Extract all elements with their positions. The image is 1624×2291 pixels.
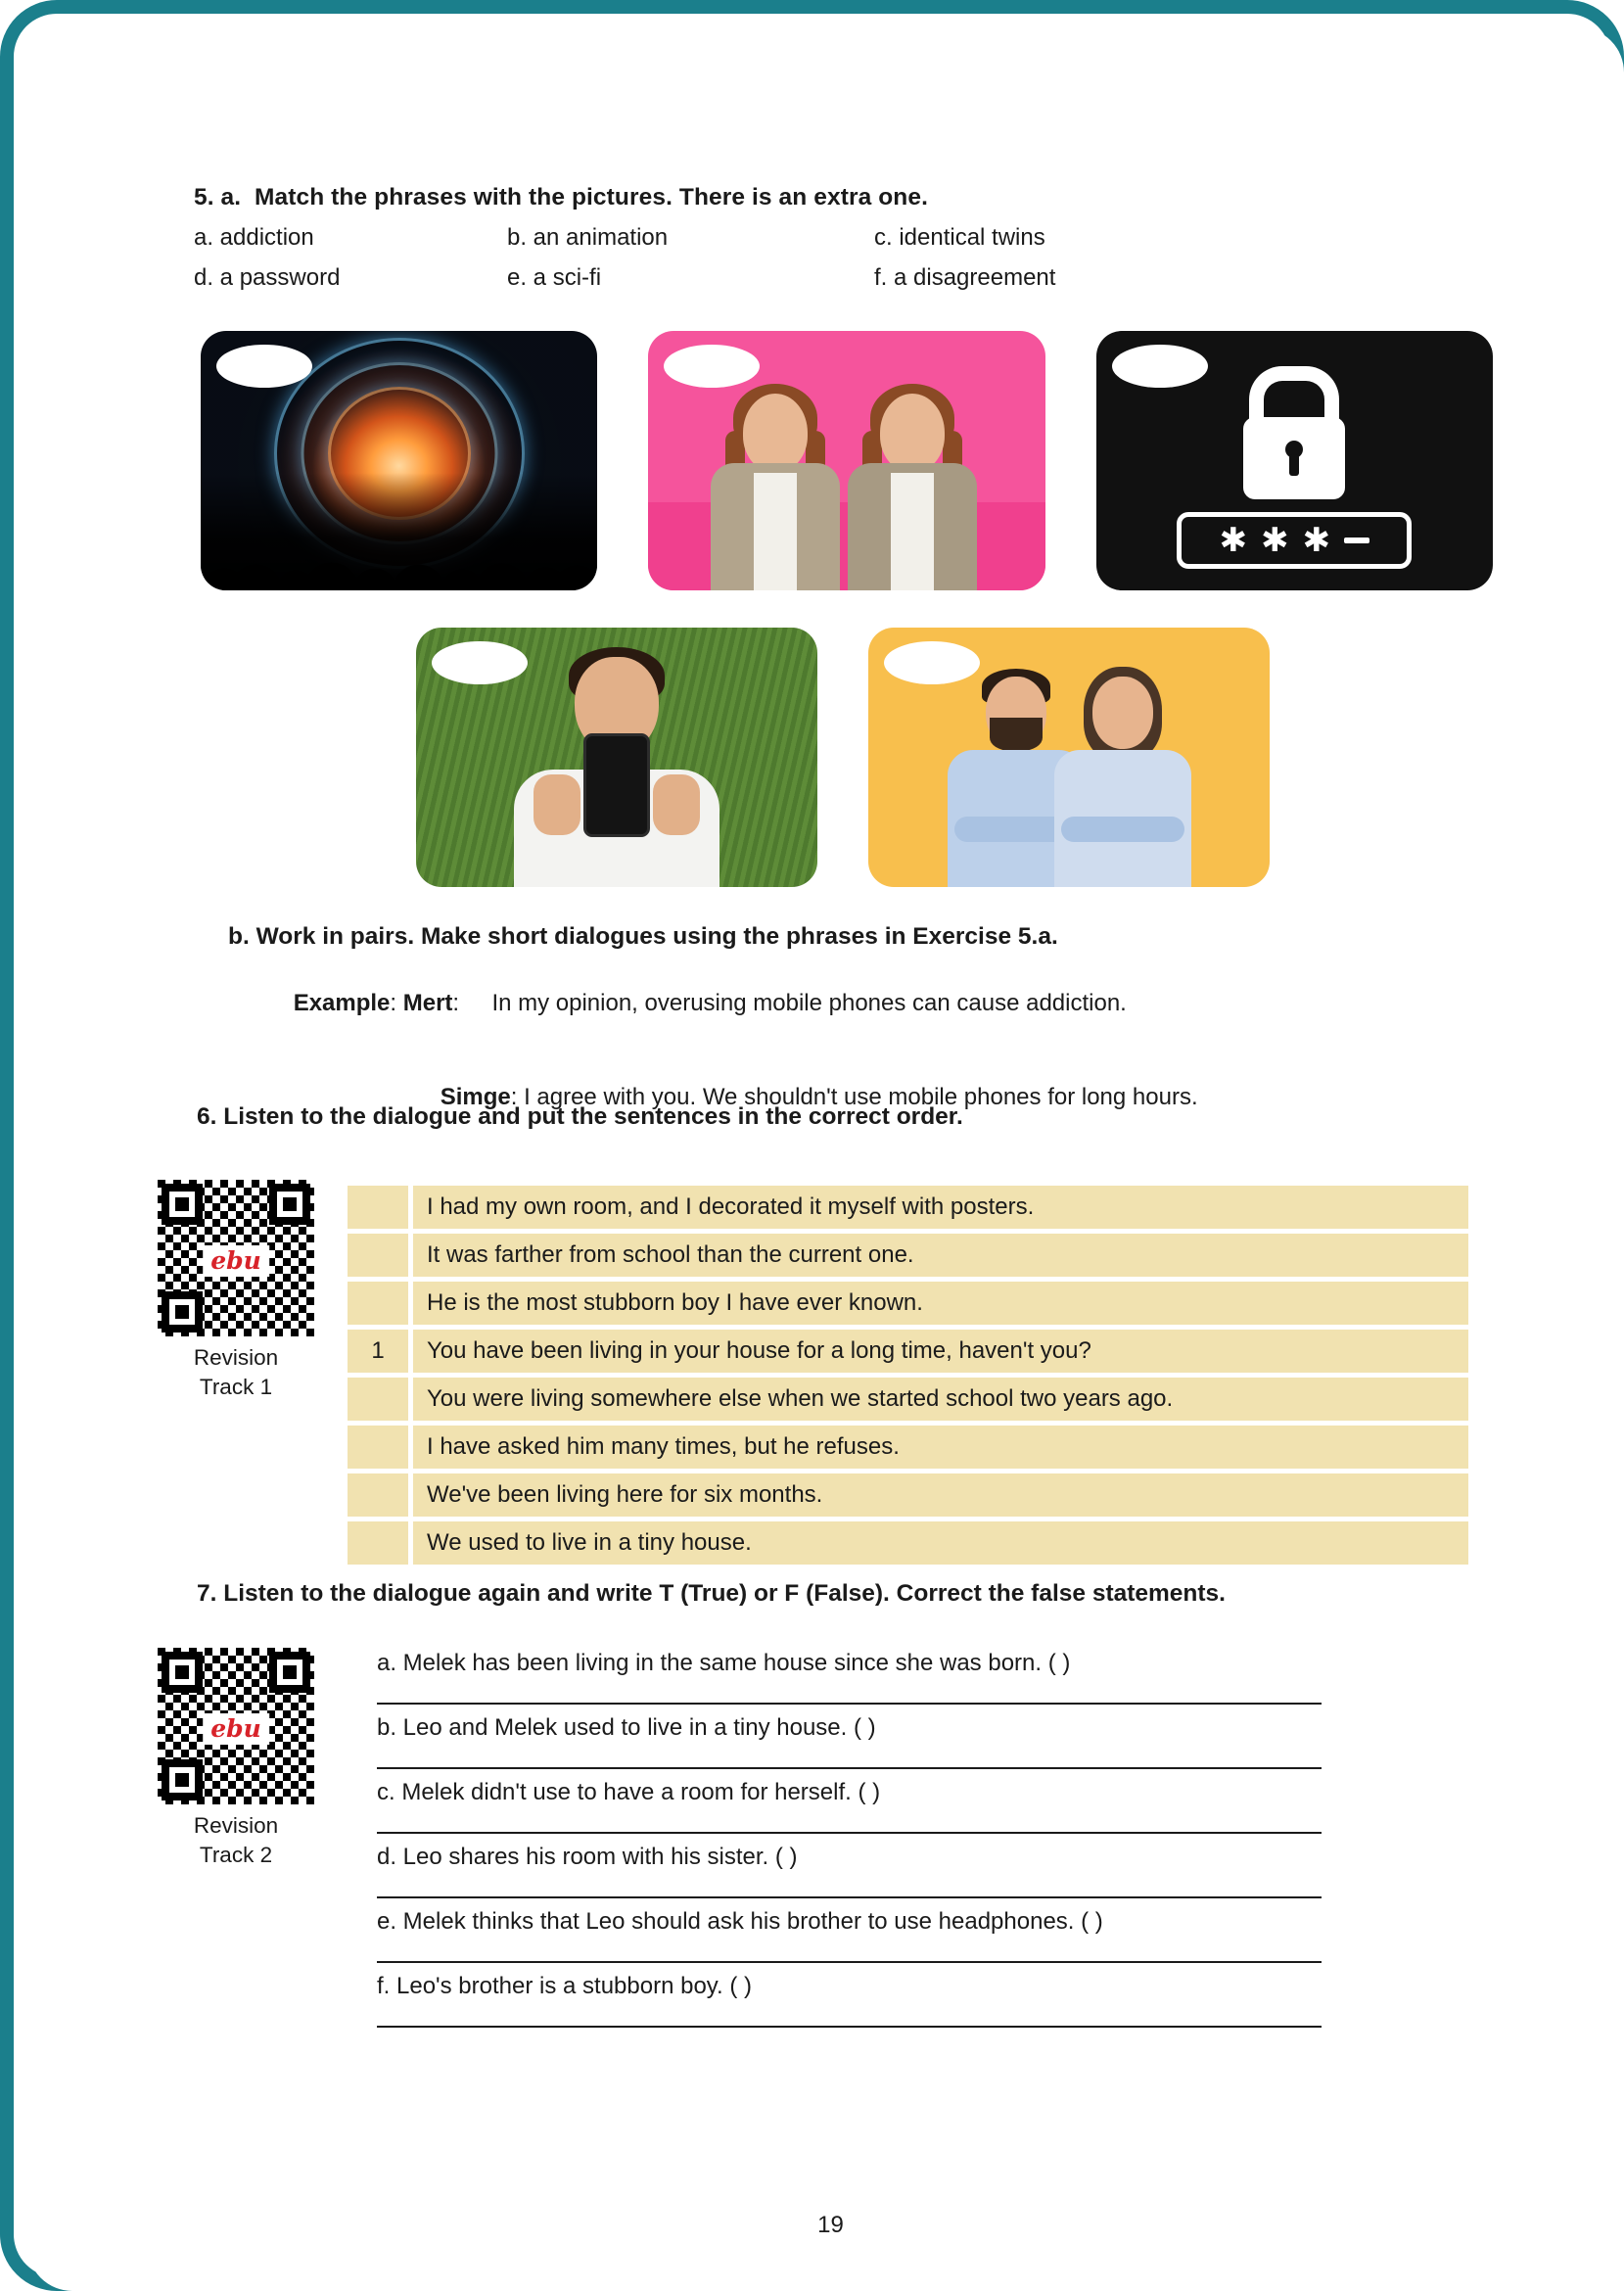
exercise-7-title: 7. Listen to the dialogue again and write T (True) or F (False). Correct the false statements.	[197, 1580, 1226, 1607]
tf-item	[377, 1648, 1473, 1705]
answer-bubble[interactable]	[432, 641, 528, 684]
picture-row-top	[201, 331, 1493, 590]
option-d: d. a password	[194, 264, 341, 291]
smartphone-icon	[583, 733, 650, 837]
order-sentence: He is the most stubborn boy I have ever known.	[413, 1282, 1468, 1325]
exercise-5-options-row-2	[194, 264, 1506, 292]
qr-finder-top-left	[162, 1184, 203, 1225]
qr-finder-bottom-left	[162, 1759, 203, 1800]
picture-sci-fi-portal[interactable]	[201, 331, 597, 590]
answer-line[interactable]	[377, 1687, 1322, 1705]
crossed-arms	[1061, 817, 1184, 842]
twin-left	[702, 380, 849, 590]
beard	[990, 718, 1043, 751]
option-e: e. a sci-fi	[507, 264, 602, 291]
dialogue-text-1: In my opinion, overusing mobile phones can cause addiction.	[491, 990, 1127, 1016]
example-label: Example	[293, 990, 391, 1016]
tf-item	[377, 1712, 1473, 1769]
shirt	[891, 473, 934, 590]
qr-code-icon[interactable]	[158, 1180, 314, 1336]
qr-caption-line-2: Track 2	[199, 1843, 273, 1867]
order-row	[348, 1521, 1468, 1565]
qr-finder-bottom-left	[162, 1291, 203, 1333]
answer-bubble[interactable]	[884, 641, 980, 684]
order-sentence: We used to live in a tiny house.	[413, 1521, 1468, 1565]
order-row	[348, 1186, 1468, 1229]
face	[1092, 677, 1153, 749]
order-sentence: We've been living here for six months.	[413, 1473, 1468, 1517]
password-field-icon	[1177, 512, 1412, 569]
ebu-logo: ebu	[203, 1245, 269, 1277]
order-row	[348, 1234, 1468, 1277]
twin-right	[839, 380, 986, 590]
picture-disagreement[interactable]	[868, 628, 1270, 887]
answer-line[interactable]	[377, 1816, 1322, 1834]
ebu-logo: ebu	[203, 1713, 269, 1745]
page-number: 19	[817, 2212, 844, 2238]
order-row	[348, 1378, 1468, 1421]
picture-identical-twins[interactable]	[648, 331, 1044, 590]
qr-code-block-track-1[interactable]	[148, 1180, 324, 1402]
asterisk-icon: ✱	[1302, 521, 1331, 560]
qr-finder-top-left	[162, 1652, 203, 1693]
qr-finder-top-right	[269, 1652, 310, 1693]
option-c: c. identical twins	[874, 224, 1045, 251]
order-sentence: You have been living in your house for a long time, haven't you?	[413, 1330, 1468, 1373]
qr-caption-line-2: Track 1	[199, 1375, 273, 1399]
exercise-5b-title: b. Work in pairs. Make short dialogues using the phrases in Exercise 5.a.	[228, 923, 1058, 950]
order-sentence: It was farther from school than the current one.	[413, 1234, 1468, 1277]
qr-code-block-track-2[interactable]	[148, 1648, 324, 1870]
order-number-input[interactable]	[348, 1426, 408, 1469]
picture-password-lock[interactable]	[1096, 331, 1493, 590]
option-b: b. an animation	[507, 224, 669, 251]
order-row	[348, 1473, 1468, 1517]
order-number-input[interactable]	[348, 1521, 408, 1565]
answer-line[interactable]	[377, 1945, 1322, 1963]
asterisk-icon: ✱	[1261, 521, 1289, 560]
order-number-input[interactable]	[348, 1234, 408, 1277]
dialogue-text-2: I agree with you. We shouldn't use mobile phones for long hours.	[524, 1084, 1198, 1110]
dialogue-example-line-2: Simge: I agree with you. We shouldn't use mobile phones for long hours.	[440, 1084, 1198, 1110]
tf-statement: f. Leo's brother is a stubborn boy. ( )	[377, 1973, 752, 1999]
face	[743, 394, 808, 472]
tf-statement: a. Melek has been living in the same house since she was born. ( )	[377, 1650, 1071, 1676]
exercise-5-title: 5. a. Match the phrases with the pictures. There is an extra one.	[194, 184, 928, 210]
order-sentence: I had my own room, and I decorated it myself with posters.	[413, 1186, 1468, 1229]
order-sentence: I have asked him many times, but he refuses.	[413, 1426, 1468, 1469]
crowd-silhouettes	[201, 473, 597, 590]
tf-statement: d. Leo shares his room with his sister. ( )	[377, 1844, 798, 1870]
answer-bubble[interactable]	[216, 345, 312, 388]
picture-boy-with-phone[interactable]	[416, 628, 817, 887]
option-f: f. a disagreement	[874, 264, 1056, 291]
order-number-input[interactable]: 1	[348, 1330, 408, 1373]
face	[880, 394, 945, 472]
order-number-input[interactable]	[348, 1378, 408, 1421]
tf-item	[377, 1906, 1473, 1963]
exercise-6-title: 6. Listen to the dialogue and put the sentences in the correct order.	[197, 1103, 963, 1130]
tf-item	[377, 1842, 1473, 1898]
page-inner	[27, 27, 1624, 2291]
option-a: a. addiction	[194, 224, 314, 251]
hand-right	[653, 774, 700, 835]
keyhole-icon	[1285, 441, 1303, 458]
tf-item	[377, 1971, 1473, 2028]
order-row	[348, 1426, 1468, 1469]
hand-left	[534, 774, 580, 835]
exercise-5-options-row-1	[194, 224, 1506, 252]
answer-line[interactable]	[377, 1881, 1322, 1898]
exercise-5	[194, 184, 1506, 292]
exercise-6-sentence-list	[348, 1186, 1468, 1569]
qr-code-icon[interactable]	[158, 1648, 314, 1804]
speaker-simge: Simge	[440, 1084, 511, 1110]
answer-line[interactable]	[377, 1752, 1322, 1769]
dialogue-example-line-1: Example: Mert: In my opinion, overusing mobile phones can cause addiction.	[293, 990, 1127, 1016]
shirt	[754, 473, 797, 590]
order-number-input[interactable]	[348, 1186, 408, 1229]
answer-bubble[interactable]	[664, 345, 760, 388]
worksheet-content	[32, 32, 1624, 2291]
answer-bubble[interactable]	[1112, 345, 1208, 388]
tf-item	[377, 1777, 1473, 1834]
order-number-input[interactable]	[348, 1473, 408, 1517]
qr-caption-line-1: Revision	[193, 1813, 279, 1838]
tf-statement: b. Leo and Melek used to live in a tiny house. ( )	[377, 1714, 876, 1741]
picture-row-bottom	[416, 628, 1277, 887]
order-row	[348, 1330, 1468, 1373]
answer-line[interactable]	[377, 2010, 1322, 2028]
qr-caption-line-1: Revision	[193, 1345, 279, 1370]
order-row	[348, 1282, 1468, 1325]
exercise-7-statement-list	[377, 1648, 1473, 2035]
tf-statement: e. Melek thinks that Leo should ask his brother to use headphones. ( )	[377, 1908, 1103, 1935]
tf-statement: c. Melek didn't use to have a room for herself. ( )	[377, 1779, 881, 1805]
order-number-input[interactable]	[348, 1282, 408, 1325]
qr-finder-top-right	[269, 1184, 310, 1225]
woman-figure	[1042, 667, 1203, 887]
cursor-icon	[1344, 538, 1369, 543]
order-sentence: You were living somewhere else when we started school two years ago.	[413, 1378, 1468, 1421]
asterisk-icon: ✱	[1219, 521, 1248, 560]
speaker-mert: Mert	[402, 990, 453, 1016]
